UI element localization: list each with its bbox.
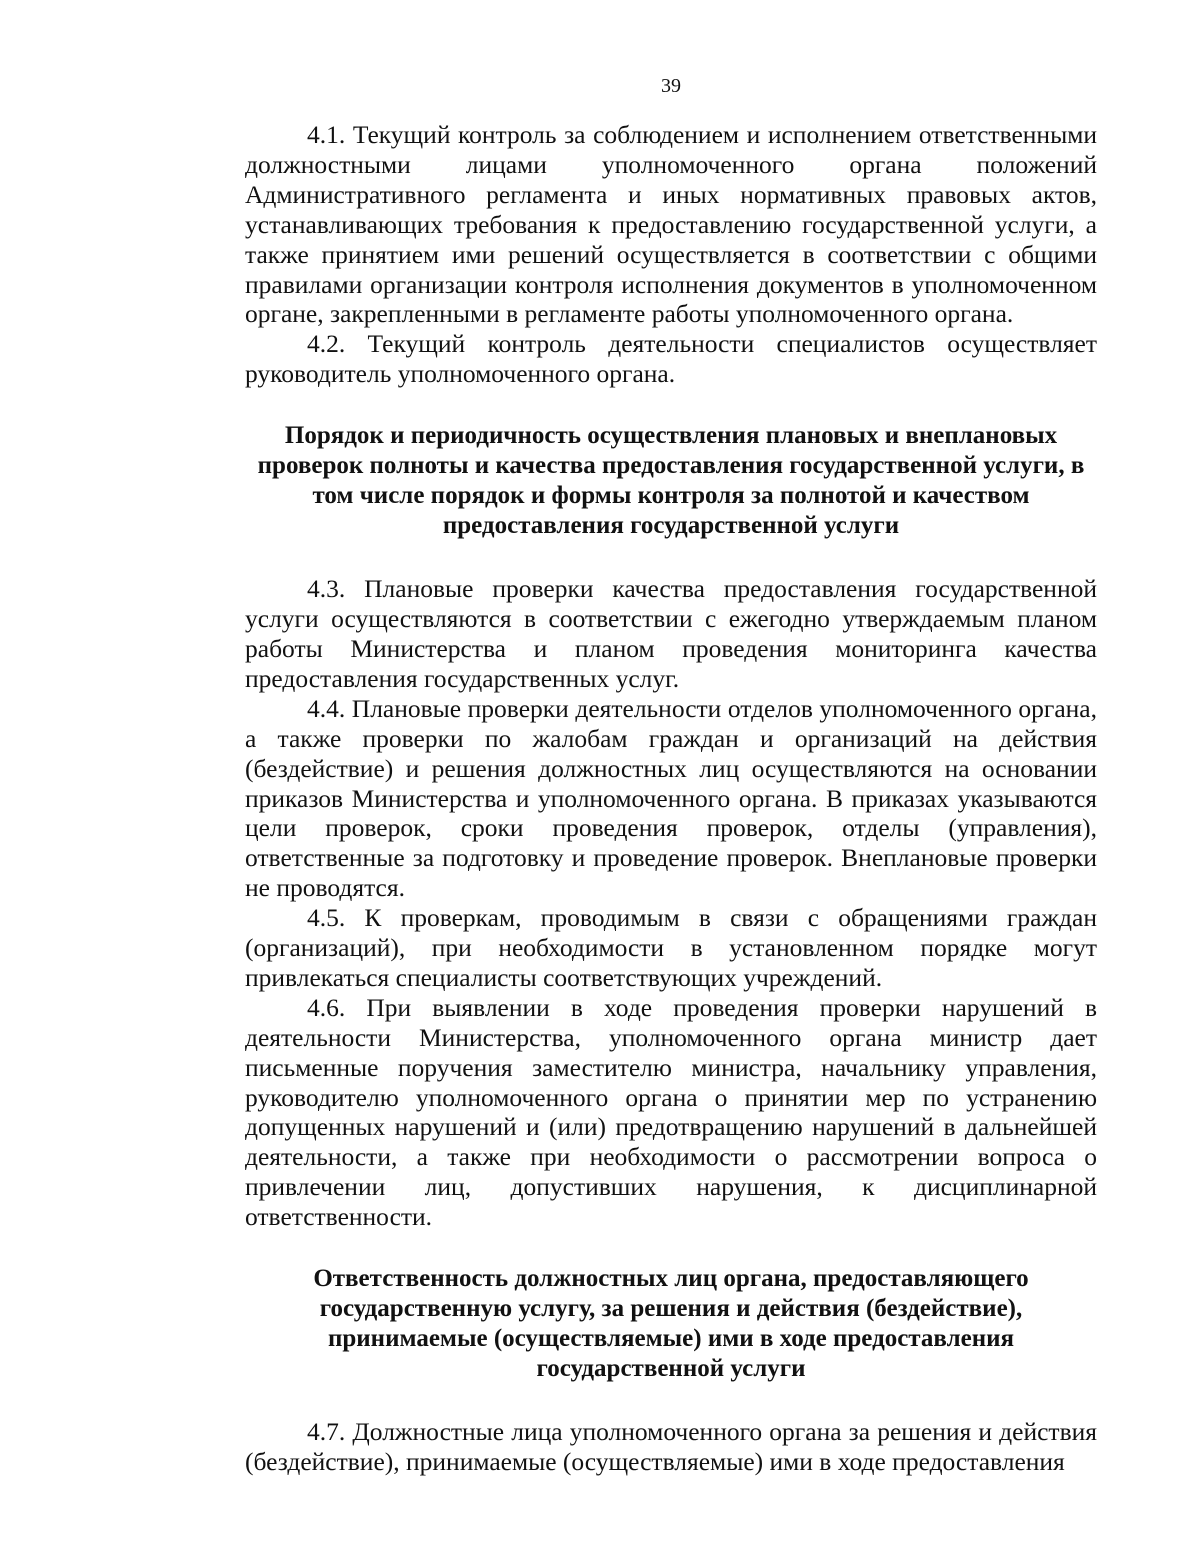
- spacer: [245, 389, 1097, 421]
- section-heading-inspections: Порядок и периодичность осуществления плановых и внеплановых проверок полноты и качества предоставления государственной услуги, в том числе порядок и формы контроля за полнотой и качеством предоставления государственной услуги: [257, 422, 1085, 540]
- page-content: [245, 120, 1097, 1477]
- spacer: [245, 1232, 1097, 1264]
- paragraph-4-6: 4.6. При выявлении в ходе проведения проверки нарушений в деятельности Министерства, уполномоченного органа министр дает письменные поручения заместителю министра, начальнику управления, руководителю уполномоченного органа о принятии мер по устранению допущенных нарушений и (или) предотвращению нарушений в дальнейшей деятельности, а также при необходимости о рассмотрении вопроса о привлечении лиц, допустивших нарушения, к дисциплинарной ответственности.: [245, 992, 1097, 1232]
- paragraph-4-7: 4.7. Должностные лица уполномоченного органа за решения и действия (бездействие), принимаемые (осуществляемые) ими в ходе предоставления: [245, 1417, 1097, 1476]
- spacer: [245, 541, 1097, 574]
- section-heading-responsibility: Ответственность должностных лиц органа, предоставляющего государственную услугу, за решения и действия (бездействие), принимаемые (осуществляемые) ими в ходе предоставления государственной услуги: [313, 1265, 1029, 1383]
- paragraph-4-3: 4.3. Плановые проверки качества предоставления государственной услуги осуществляются в соответствии с ежегодно утверждаемым планом работы Министерства и планом проведения мониторинга качества предоставления государственных услуг.: [245, 574, 1097, 693]
- paragraph-4-5: 4.5. К проверкам, проводимым в связи с обращениями граждан (организаций), при необходимости в установленном порядке могут привлекаться специалисты соответствующих учреждений.: [245, 903, 1097, 992]
- page-number: 39: [661, 75, 681, 97]
- spacer: [245, 1384, 1097, 1417]
- paragraph-4-4: 4.4. Плановые проверки деятельности отделов уполномоченного органа, а также проверки по жалобам граждан и организаций на действия (бездействие) и решения должностных лиц осуществляются на основании приказов Министерства и уполномоченного органа. В приказах указываются цели проверок, сроки проведения проверок, отделы (управления), ответственные за подготовку и проведение проверок. Внеплановые проверки не проводятся.: [245, 693, 1097, 903]
- paragraph-4-2: 4.2. Текущий контроль деятельности специалистов осуществляет руководитель уполномоченного органа.: [245, 329, 1097, 389]
- paragraph-4-1: 4.1. Текущий контроль за соблюдением и исполнением ответственными должностными лицами уполномоченного органа положений Административного регламента и иных нормативных правовых актов, устанавливающих требования к предоставлению государственной услуги, а также принятием ими решений осуществляется в соответствии с общими правилами организации контроля исполнения документов в уполномоченном органе, закрепленными в регламенте работы уполномоченного органа.: [245, 120, 1097, 329]
